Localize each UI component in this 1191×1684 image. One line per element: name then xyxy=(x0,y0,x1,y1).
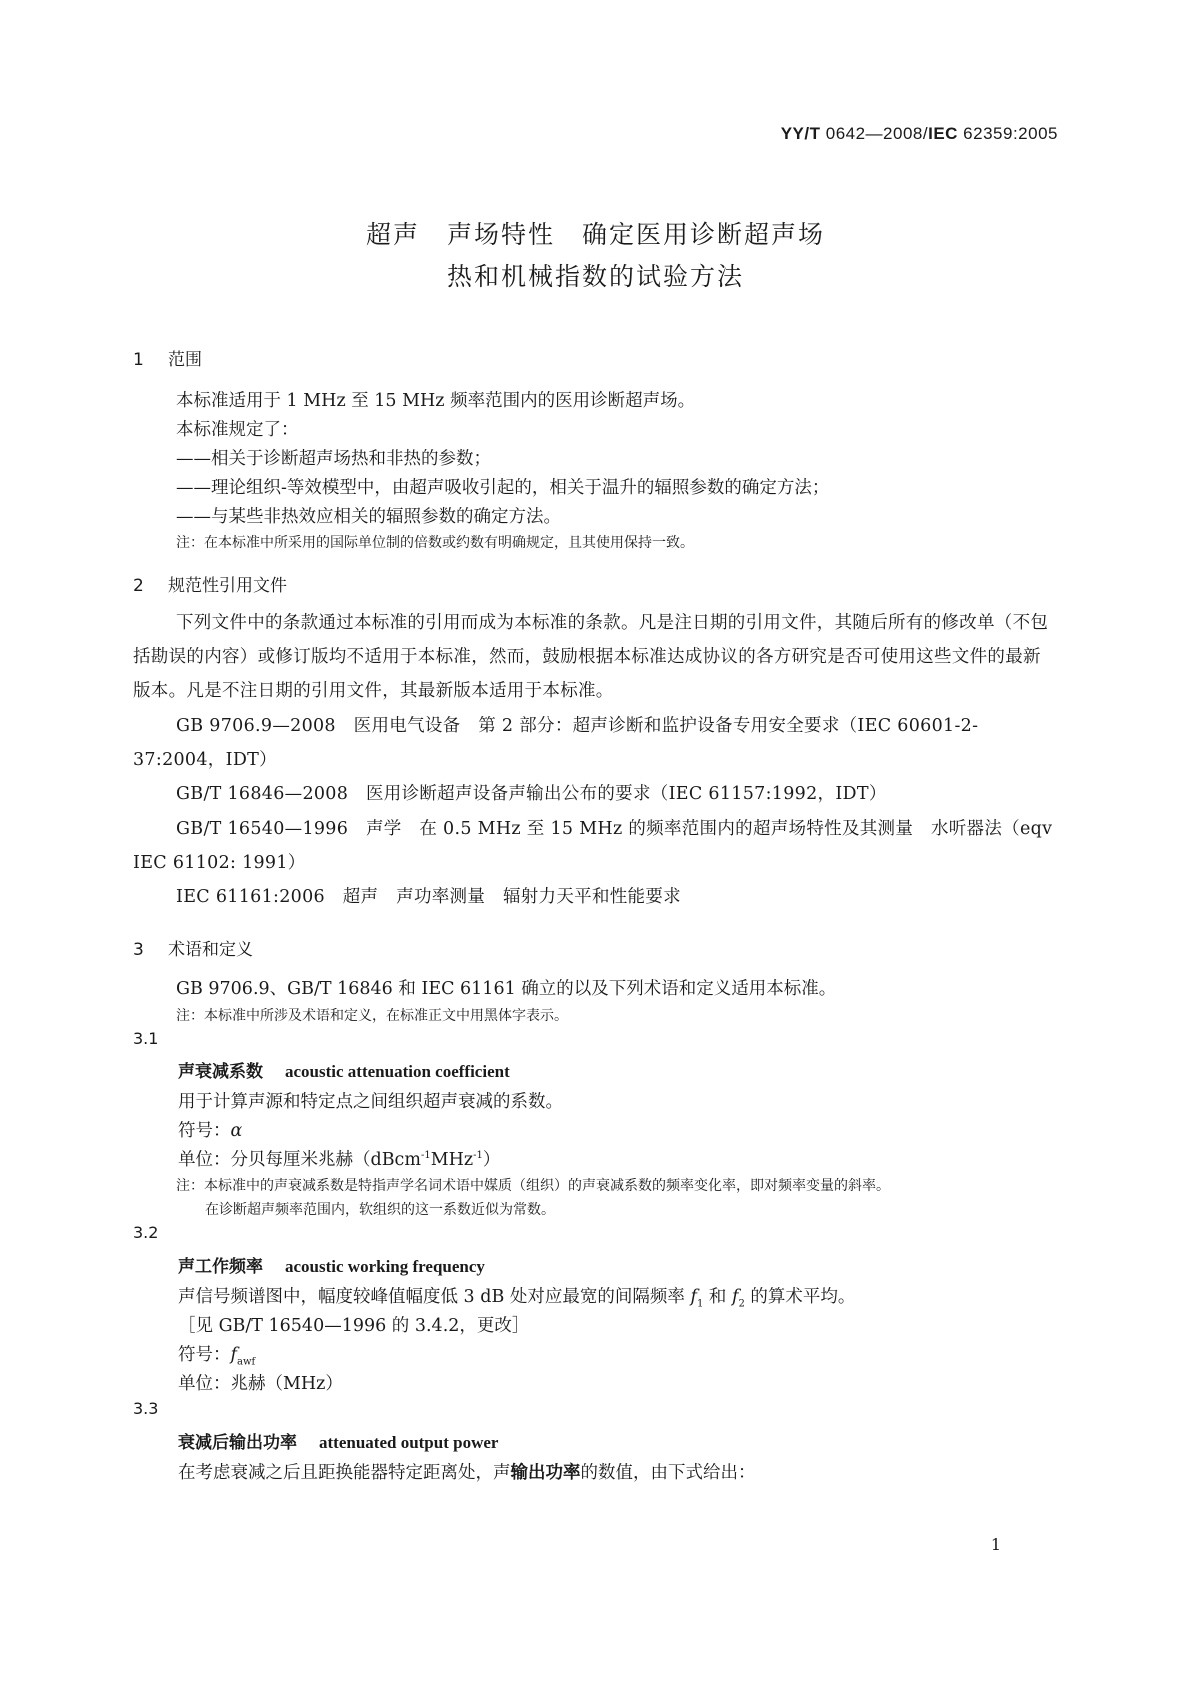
term-unit: 单位：兆赫（MHz） xyxy=(178,1374,343,1394)
term-definition: 在考虑衰减之后且距换能器特定距离处，声输出功率的数值，由下式给出： xyxy=(178,1463,756,1483)
term-note: 注：本标准中的声衰减系数是特指声学名词术语中媒质（组织）的声衰减系数的频率变化率，即对频率变量的斜率。 xyxy=(176,1178,890,1194)
list-item: ——理论组织-等效模型中，由超声吸收引起的，相关于温升的辐照参数的确定方法； xyxy=(176,478,830,498)
term-number: 3.1 xyxy=(133,1029,159,1048)
reference-item: IEC 61161:2006 超声 声功率测量 辐射力天平和性能要求 xyxy=(176,887,681,907)
term-symbol: 符号：α xyxy=(178,1121,243,1141)
term-reference: ［见 GB/T 16540—1996 的 3.4.2，更改］ xyxy=(178,1316,530,1336)
document-title-line-2: 热和机械指数的试验方法 xyxy=(446,262,744,291)
reference-item: GB/T 16540—1996 声学 在 0.5 MHz 至 15 MHz 的频率范围内的超声场特性及其测量 水听器法（eqv IEC 61102: 1991） xyxy=(133,819,1053,873)
term-symbol: 符号：$f_{awf}$ xyxy=(178,1345,256,1368)
scope-paragraph: 本标准适用于 1 MHz 至 15 MHz 频率范围内的医用诊断超声场。 xyxy=(176,391,696,411)
reference-item: GB 9706.9—2008 医用电气设备 第 2 部分：超声诊断和监护设备专用安全要求（IEC 60601-2-37:2004，IDT） xyxy=(133,716,979,770)
list-item: ——与某些非热效应相关的辐照参数的确定方法。 xyxy=(176,507,561,527)
references-intro-paragraph: 下列文件中的条款通过本标准的引用而成为本标准的条款。凡是注日期的引用文件，其随后所有的修改单（不包括勘误的内容）或修订版均不适用于本标准，然而，鼓励根据本标准达成协议的各方研究是否可使用这些文件的最新版本。凡是不注日期的引用文件，其最新版本适用于本标准。 xyxy=(133,613,1049,701)
term-heading: 衰减后输出功率 attenuated output power xyxy=(178,1433,499,1453)
section-heading-scope: 1 范围 xyxy=(133,350,202,370)
term-heading: 声衰减系数 acoustic attenuation coefficient xyxy=(178,1062,510,1082)
scope-note: 注：在本标准中所采用的国际单位制的倍数或约数有明确规定，且其使用保持一致。 xyxy=(176,535,694,551)
section-heading-normative-references: 2 规范性引用文件 xyxy=(133,576,287,596)
term-number: 3.3 xyxy=(133,1399,159,1418)
term-note-continued: 在诊断超声频率范围内，软组织的这一系数近似为常数。 xyxy=(205,1202,555,1218)
term-unit: 单位：分贝每厘米兆赫（dBcm$^{-1}$MHz$^{-1}$） xyxy=(178,1150,501,1170)
term-definition: 用于计算声源和特定点之间组织超声衰减的系数。 xyxy=(178,1092,563,1112)
terms-intro: GB 9706.9、GB/T 16846 和 IEC 61161 确立的以及下列术语和定义适用本标准。 xyxy=(176,979,837,999)
standard-number-header: YY/T 0642—2008/IEC 62359:2005 xyxy=(780,124,1058,143)
term-number: 3.2 xyxy=(133,1223,159,1242)
section-heading-terms-definitions: 3 术语和定义 xyxy=(133,940,253,960)
reference-item: GB/T 16846—2008 医用诊断超声设备声输出公布的要求（IEC 61157:1992，IDT） xyxy=(176,784,887,804)
scope-intro: 本标准规定了： xyxy=(176,420,299,440)
page-number: 1 xyxy=(990,1535,1001,1554)
list-item: ——相关于诊断超声场热和非热的参数； xyxy=(176,449,491,469)
document-title-line-1: 超声 声场特性 确定医用诊断超声场 xyxy=(365,220,825,249)
term-heading: 声工作频率 acoustic working frequency xyxy=(178,1257,485,1277)
term-definition: 声信号频谱图中，幅度较峰值幅度低 3 dB 处对应最宽的间隔频率 $f_1$ 和 $f_2$ 的算术平均。 xyxy=(178,1287,856,1310)
terms-note: 注：本标准中所涉及术语和定义，在标准正文中用黑体字表示。 xyxy=(176,1008,568,1024)
